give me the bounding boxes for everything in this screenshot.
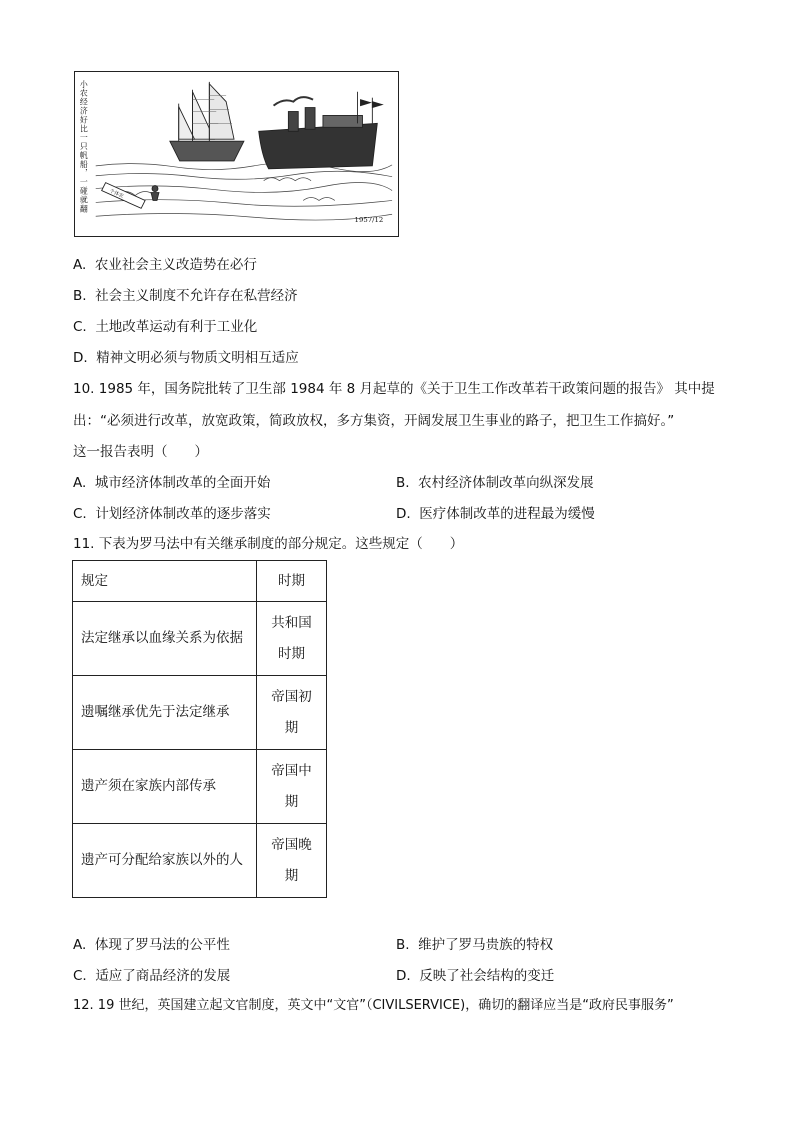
cartoon-vertical-caption: 小农经济好比一只帆船，一碰就翻 <box>79 79 89 214</box>
option-text: 农业社会主义改造势在必行 <box>94 257 257 273</box>
q11-option-b <box>396 935 553 955</box>
option-text: 反映了社会结构的变迁 <box>419 968 555 984</box>
q9-option-d <box>73 348 299 368</box>
q11-option-c <box>73 966 230 986</box>
cartoon-image <box>74 71 399 237</box>
option-key: C. <box>73 319 87 335</box>
table-row <box>73 602 327 676</box>
roman-law-table <box>72 560 327 898</box>
option-text: 医疗体制改革的进程最为缓慢 <box>419 506 595 522</box>
table-header-period: 时期 <box>257 561 327 602</box>
table-cell-period <box>257 824 327 898</box>
option-key: A. <box>73 257 87 273</box>
option-key: B. <box>396 937 410 953</box>
table-cell-period <box>257 602 327 676</box>
q10-stem-line-1: 10. 1985 年，国务院批转了卫生部 1984 年 8 月起草的《关于卫生工作改革若干政策问题的报告》 其中提 <box>73 381 715 397</box>
cartoon-date-mark: 1957/12 <box>354 216 384 225</box>
period-text: 帝国中期 <box>271 762 312 810</box>
q12-stem-line-1: 12. 19 世纪，英国建立起文官制度，英文中“文官”（CIVILSERVICE)，确切的翻译应当是“政府民事服务” <box>73 998 674 1013</box>
option-key: D. <box>396 968 411 984</box>
option-text: 农村经济体制改革向纵深发展 <box>418 475 594 491</box>
option-key: B. <box>73 288 87 304</box>
q10-option-a <box>73 473 270 493</box>
q10-option-b <box>396 473 594 493</box>
period-text: 帝国晚期 <box>271 836 312 884</box>
option-key: C. <box>73 506 87 522</box>
q9-option-a <box>73 255 257 275</box>
q11-option-d <box>396 966 554 986</box>
table-cell-rule: 遗产可分配给家族以外的人 <box>73 824 257 898</box>
option-text: 计划经济体制改革的逐步落实 <box>95 506 271 522</box>
table-cell-rule: 遗嘱继承优先于法定继承 <box>73 676 257 750</box>
option-text: 社会主义制度不允许存在私营经济 <box>95 288 298 304</box>
option-text: 体现了罗马法的公平性 <box>94 937 230 953</box>
q11-option-a <box>73 935 230 955</box>
option-text: 土地改革运动有利于工业化 <box>95 319 258 335</box>
cartoon-boat-label: 个体农 <box>108 188 125 200</box>
table-cell-rule: 遗产须在家族内部传承 <box>73 750 257 824</box>
table-cell-period <box>257 750 327 824</box>
option-text: 城市经济体制改革的全面开始 <box>94 475 271 491</box>
cartoon-drawing <box>75 72 398 236</box>
q9-option-c <box>73 317 257 337</box>
table-row <box>73 824 327 898</box>
period-text: 帝国初期 <box>271 688 312 736</box>
q10-option-c <box>73 504 271 524</box>
option-key: D. <box>73 350 88 366</box>
table-header-row <box>73 561 327 602</box>
option-key: C. <box>73 968 87 984</box>
table-header-rule: 规定 <box>73 561 257 602</box>
option-key: B. <box>396 475 410 491</box>
table-cell-period <box>257 676 327 750</box>
option-key: D. <box>396 506 411 522</box>
option-key: A. <box>73 937 87 953</box>
q9-option-b <box>73 286 298 306</box>
q10-stem-line-2: 出：“必须进行改革，放宽政策，简政放权，多方集资，开阔发展卫生事业的路子，把卫生工作搞好。” <box>73 413 675 429</box>
table-row <box>73 676 327 750</box>
table-row <box>73 750 327 824</box>
period-text: 共和国时期 <box>271 614 312 662</box>
option-text: 适应了商品经济的发展 <box>95 968 231 984</box>
q10-stem-line-3: 这一报告表明（ ） <box>73 444 208 460</box>
option-text: 维护了罗马贵族的特权 <box>418 937 554 953</box>
table-cell-rule: 法定继承以血缘关系为依据 <box>73 602 257 676</box>
option-text: 精神文明必须与物质文明相互适应 <box>96 350 299 366</box>
q10-option-d <box>396 504 595 524</box>
option-key: A. <box>73 475 87 491</box>
q11-stem: 11. 下表为罗马法中有关继承制度的部分规定。这些规定（ ） <box>73 536 464 552</box>
